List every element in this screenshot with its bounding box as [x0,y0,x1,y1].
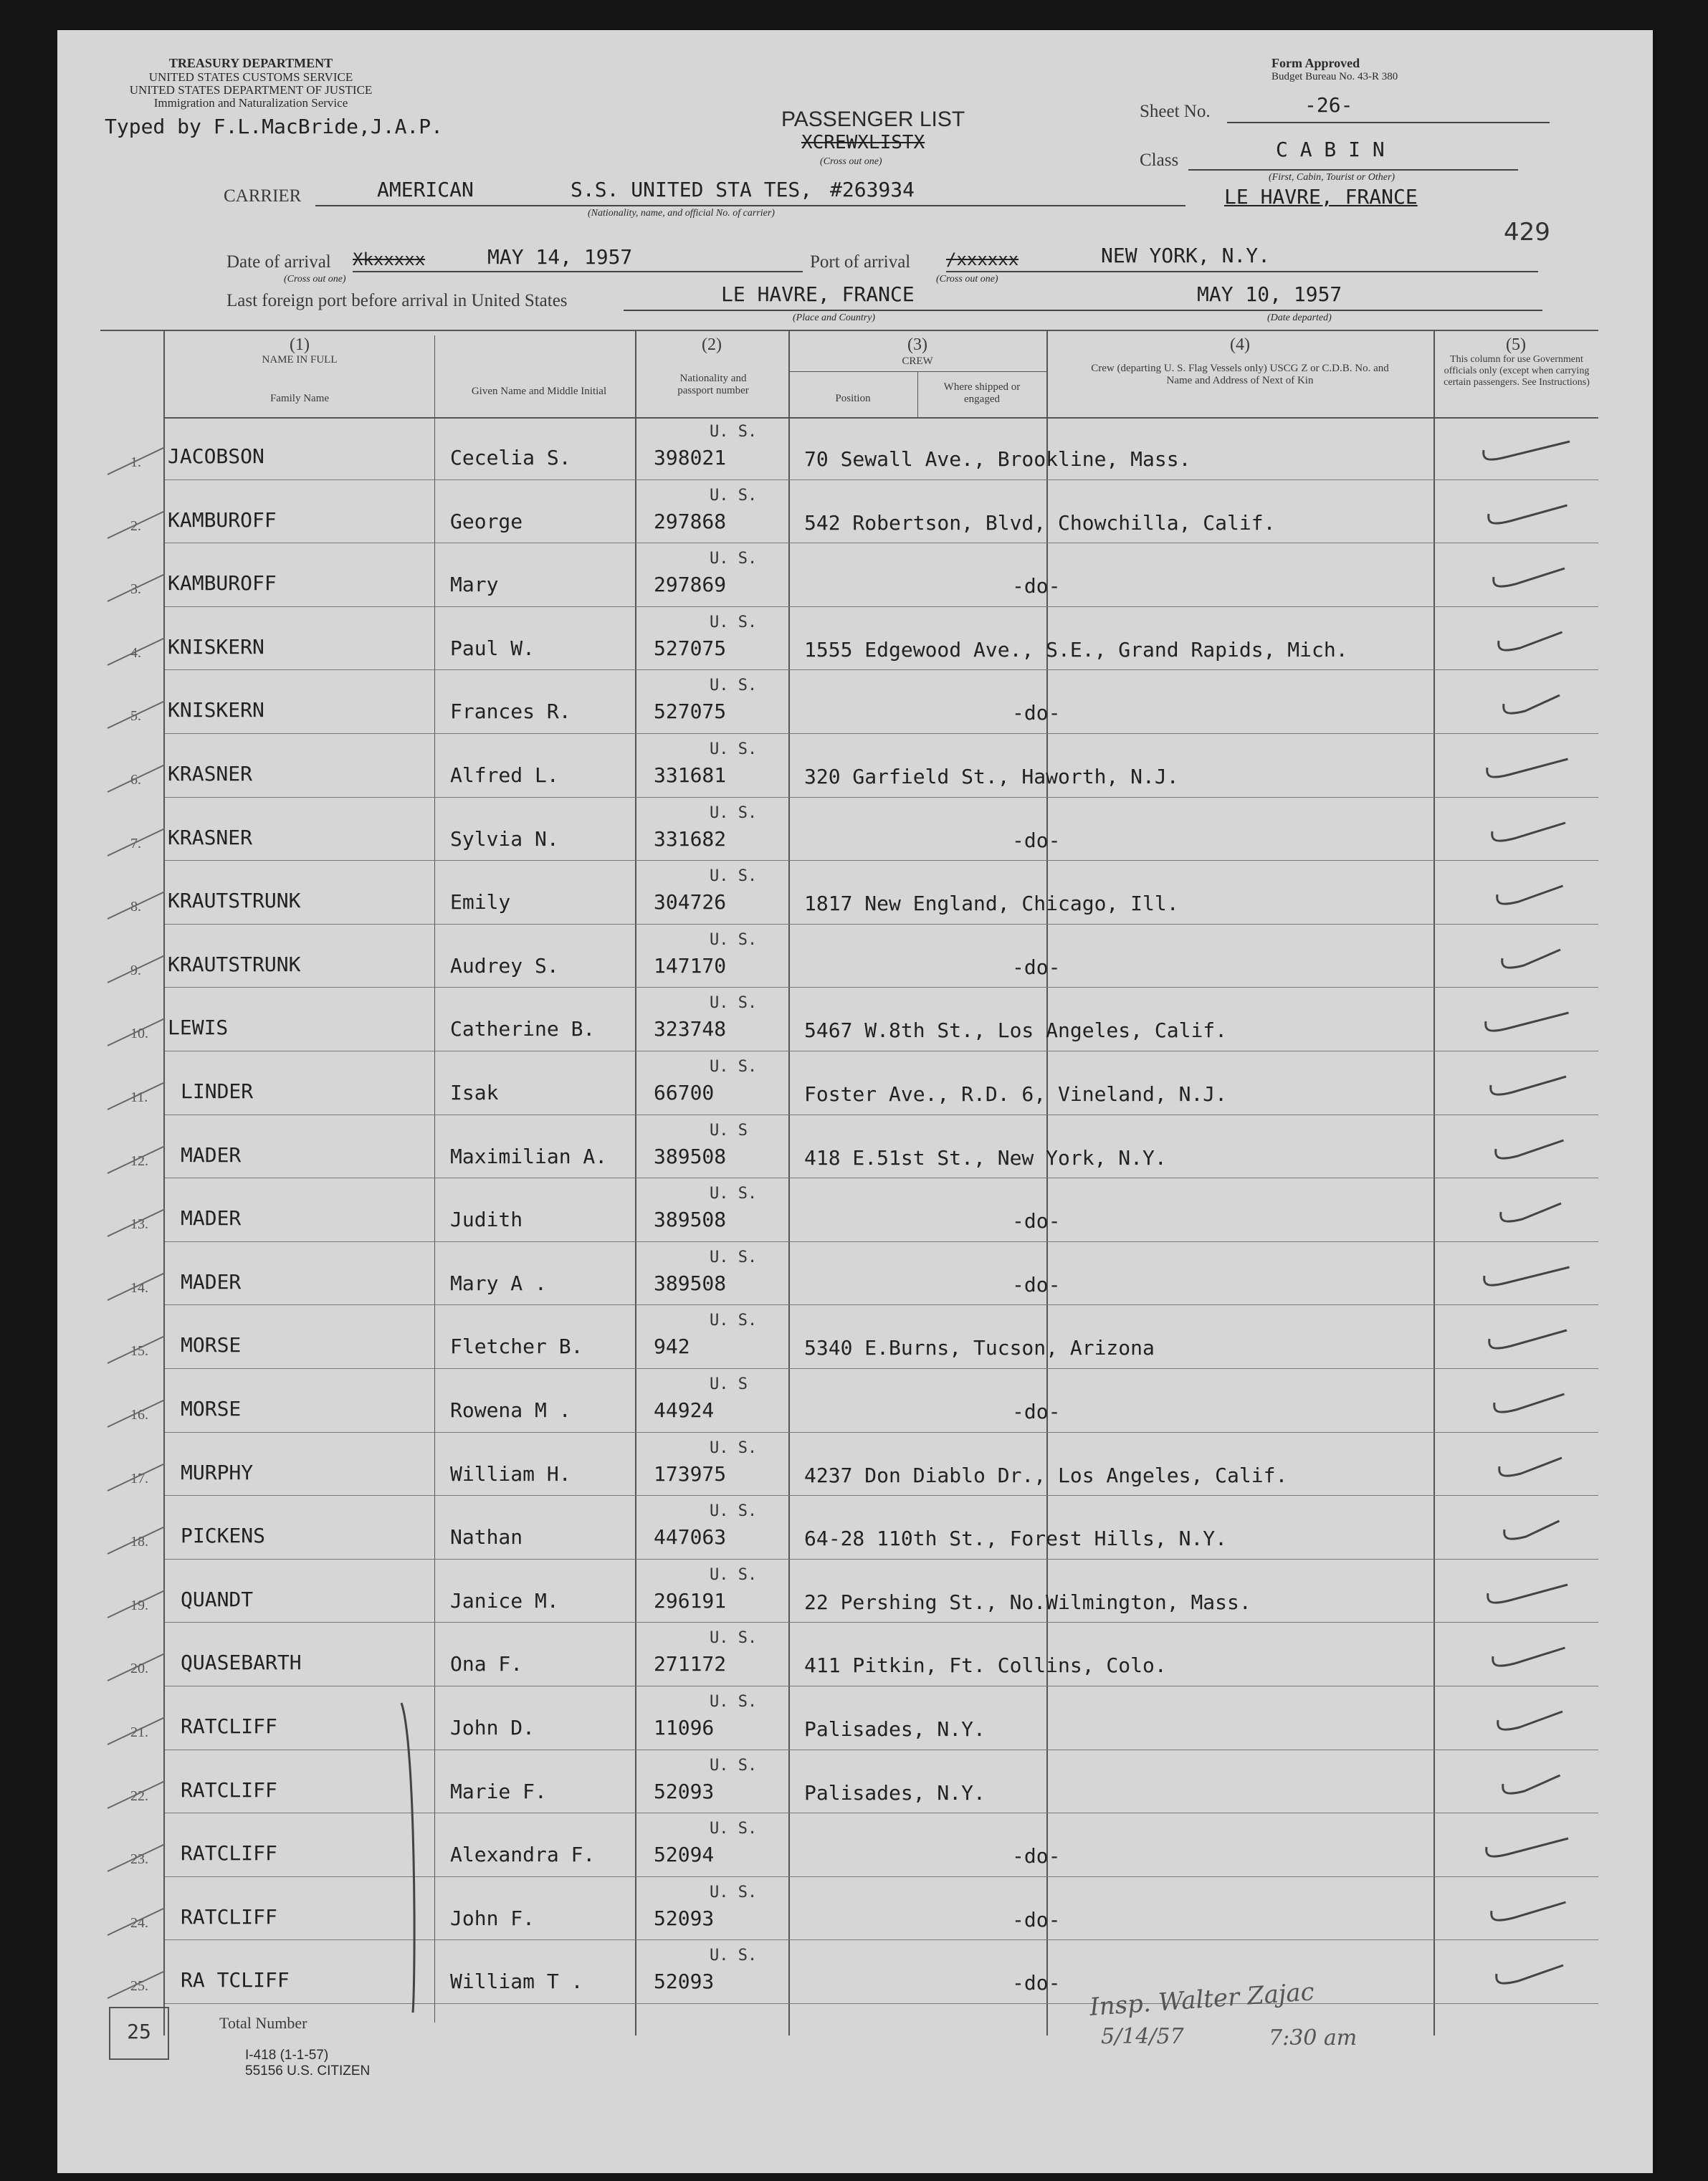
pencil-tick [100,1140,172,1176]
passport-number: 296191 [654,1589,727,1613]
check-mark [1462,1064,1584,1107]
passport-number: 52093 [654,1906,715,1930]
next-of-kin-address: -do- [1012,701,1061,725]
check-mark [1462,810,1584,853]
next-of-kin-address: 418 E.51st St., New York, N.Y. [804,1146,1167,1170]
family-name: MADER [181,1270,242,1294]
row-number: 9. [130,963,141,978]
check-mark [1462,1572,1584,1615]
next-of-kin-address: -do- [1012,574,1061,598]
check-mark [1462,1826,1584,1869]
row-number: 25. [130,1978,148,1994]
family-name: MADER [181,1143,242,1167]
nationality: U. S. [710,1249,758,1266]
carrier-vessel: S.S. UNITED STA TES, [571,178,813,201]
family-name: RATCLIFF [181,1841,277,1865]
form-approved: Form Approved [1272,56,1360,70]
row-divider [165,924,1598,925]
given-name: Cecelia S. [450,446,571,469]
col3-title: CREW [902,355,933,367]
row-divider [165,1876,1598,1877]
row-number: 22. [130,1788,148,1804]
family-name: MORSE [181,1333,242,1357]
passport-number: 304726 [654,890,727,914]
next-of-kin-address: -do- [1012,955,1061,979]
nationality: U. S. [710,1757,758,1775]
agency-line-2: UNITED STATES CUSTOMS SERVICE [148,70,353,84]
row-number: 19. [130,1598,148,1613]
passport-number: 447063 [654,1525,727,1549]
family-name: RA TCLIFF [181,1968,290,1992]
family-name: JACOBSON [168,444,264,468]
col1-given-header: Given Name and Middle Initial [471,386,607,397]
given-name: John F. [450,1906,535,1930]
passenger-list-page [57,30,1653,2173]
pencil-tick [100,759,172,795]
col1-family-header: Family Name [269,393,330,404]
family-name: KRASNER [168,762,253,786]
row-divider [165,987,1598,988]
family-name: KRAUTSTRUNK [168,889,301,912]
sheet-value: -26- [1304,93,1353,117]
row-number: 24. [130,1915,148,1931]
passport-number: 527075 [654,636,727,660]
budget-bureau: Budget Bureau No. 43-R 380 [1272,71,1398,82]
given-name: Nathan [450,1525,523,1549]
given-name: Maximilian A. [450,1145,608,1168]
arrival-port-hint: (Cross out one) [936,274,998,285]
nationality: U. S. [710,1693,758,1711]
nationality: U. S. [710,1884,758,1901]
next-of-kin-address: 5340 E.Burns, Tucson, Arizona [804,1336,1155,1360]
nationality: U. S. [710,867,758,885]
class-value: C A B I N [1276,138,1385,161]
check-mark [1462,1000,1584,1043]
next-of-kin-address: 542 Robertson, Blvd, Chowchilla, Calif. [804,511,1276,535]
carrier-label: CARRIER [224,186,302,206]
pencil-tick [100,442,172,477]
arrival-port-value: NEW YORK, N.Y. [1101,244,1271,267]
next-of-kin-address: 320 Garfield St., Haworth, N.J. [804,765,1179,788]
family-name: KNISKERN [168,698,264,722]
carrier-hint: (Nationality, name, and official No. of carrier) [588,208,775,219]
passport-number: 52093 [654,1970,715,1993]
arrival-cross-hint: (Cross out one) [284,274,346,285]
next-of-kin-address: 70 Sewall Ave., Brookline, Mass. [804,447,1191,471]
pencil-tick [100,1077,172,1112]
family-name: LINDER [181,1079,254,1103]
check-mark [1462,682,1584,725]
family-name: MADER [181,1206,242,1230]
row-number: 8. [130,899,141,915]
inspector-signature: Insp. Walter Zajac [1088,1977,1315,2022]
given-name: George [450,510,523,533]
row-divider [165,860,1598,861]
pencil-tick [100,568,172,604]
next-of-kin-address: -do- [1012,1209,1061,1233]
col3-number: (3) [907,335,927,354]
family-name: KNISKERN [168,635,264,659]
col1-title: NAME IN FULL [262,354,338,366]
family-name: KAMBUROFF [168,571,277,595]
given-name: Janice M. [450,1589,559,1613]
pencil-tick [100,1394,172,1430]
family-name: KRAUTSTRUNK [168,953,301,976]
given-name: Ona F. [450,1652,523,1676]
row-divider [165,669,1598,670]
check-mark [1462,1889,1584,1932]
given-name: Sylvia N. [450,827,559,851]
next-of-kin-address: Palisades, N.Y. [804,1781,986,1805]
pencil-tick [100,950,172,985]
nationality: U. S. [710,1058,758,1076]
passport-number: 66700 [654,1081,715,1104]
last-port-value: LE HAVRE, FRANCE [721,282,915,306]
list-crossed: XCREWXLISTX [801,132,925,153]
pencil-tick [100,1902,172,1938]
family-name: MURPHY [181,1461,254,1484]
pencil-tick [100,886,172,922]
inspector-time: 7:30 am [1269,2025,1358,2051]
passport-number: 297868 [654,510,727,533]
pencil-tick [100,1965,172,2001]
last-port-label: Last foreign port before arrival in United States [226,291,568,310]
check-mark [1462,1762,1584,1805]
nationality: U. S. [710,1820,758,1838]
passport-number: 398021 [654,446,727,469]
pencil-tick [100,632,172,668]
next-of-kin-address: -do- [1012,1908,1061,1932]
check-mark [1462,1190,1584,1233]
next-of-kin-address: -do- [1012,1971,1061,1995]
row-divider [165,479,1598,480]
row-number: 4. [130,645,141,661]
family-name: PICKENS [181,1524,266,1547]
arrival-date-crossed: Xkxxxxx [353,249,426,269]
pencil-tick [100,823,172,859]
given-name: Isak [450,1081,499,1104]
nationality: U. S. [710,1439,758,1457]
family-name: KAMBUROFF [168,508,277,532]
pencil-tick [100,1267,172,1303]
nationality: U. S. [710,740,758,758]
given-name: Audrey S. [450,954,559,978]
nationality: U. S. [710,1629,758,1647]
family-name: RATCLIFF [181,1905,277,1929]
check-mark [1462,1317,1584,1360]
class-hint: (First, Cabin, Tourist or Other) [1269,172,1395,183]
row-divider [165,1559,1598,1560]
row-number: 5. [130,708,141,724]
given-name: William H. [450,1462,571,1486]
pencil-tick [100,1712,172,1747]
nationality: U. S. [710,423,758,441]
departed-hint: (Date departed) [1267,312,1332,323]
row-number: 23. [130,1851,148,1867]
row-number: 12. [130,1153,148,1169]
pencil-tick [100,1521,172,1557]
given-name: Alfred L. [450,763,559,787]
row-number: 3. [130,581,141,597]
passport-number: 942 [654,1335,690,1358]
passport-number: 271172 [654,1652,727,1676]
check-mark [1462,619,1584,662]
check-mark [1462,873,1584,916]
check-mark [1462,1508,1584,1551]
passport-number: 527075 [654,700,727,723]
nationality: U. S. [710,1502,758,1520]
given-name: Mary [450,573,499,596]
given-name: John D. [450,1716,535,1739]
given-name: Rowena M . [450,1398,571,1422]
row-divider [165,1622,1598,1623]
family-name: MORSE [181,1397,242,1421]
carrier-nationality: AMERICAN [377,178,474,201]
check-mark [1462,1254,1584,1297]
check-mark [1462,492,1584,535]
arrival-date-label: Date of arrival [226,252,331,272]
pencil-tick [100,505,172,541]
pencil-tick [100,1203,172,1239]
pencil-tick [100,1775,172,1811]
row-divider [165,1241,1598,1242]
passport-number: 52094 [654,1843,715,1866]
family-name: RATCLIFF [181,1778,277,1802]
carrier-number: #263934 [830,178,915,201]
row-number: 20. [130,1661,148,1676]
passport-number: 331681 [654,763,727,787]
nationality: U. S. [710,931,758,949]
check-mark [1462,1445,1584,1488]
row-number: 14. [130,1280,148,1296]
next-of-kin-address: 411 Pitkin, Ft. Collins, Colo. [804,1653,1167,1677]
next-of-kin-address: 1817 New England, Chicago, Ill. [804,892,1179,915]
nationality: U. S. [710,1947,758,1965]
arrival-port-crossed: /xxxxxx [946,249,1019,269]
total-value: 25 [127,2020,151,2043]
list-title: PASSENGER LIST [781,108,965,131]
family-name: LEWIS [168,1016,229,1039]
col4-number: (4) [1230,335,1250,354]
row-divider [165,606,1598,607]
next-of-kin-address: 4237 Don Diablo Dr., Los Angeles, Calif. [804,1464,1288,1487]
row-number: 18. [130,1534,148,1550]
row-divider [165,1304,1598,1305]
passport-number: 323748 [654,1017,727,1041]
next-of-kin-address: 5467 W.8th St., Los Angeles, Calif. [804,1018,1228,1042]
total-box [109,2007,169,2060]
agency-line-4: Immigration and Naturalization Service [153,96,348,110]
arrival-date-value: MAY 14, 1957 [487,245,633,269]
check-mark [1462,1381,1584,1424]
next-of-kin-address: 1555 Edgewood Ave., S.E., Grand Rapids, Mich. [804,638,1348,662]
col5-number: (5) [1506,335,1526,354]
pencil-tick [100,1013,172,1049]
row-number: 13. [130,1216,148,1232]
arrival-port-label: Port of arrival [810,252,911,272]
row-divider [165,733,1598,734]
nationality: U. S. [710,804,758,822]
passport-number: 331682 [654,827,727,851]
pencil-tick [100,695,172,731]
row-number: 2. [130,518,141,534]
row-divider [165,1939,1598,1940]
given-name: Mary A . [450,1271,547,1295]
col2-title: Nationality and passport number [677,373,749,396]
row-number: 1. [130,454,141,470]
family-name: QUASEBARTH [181,1651,302,1674]
row-divider [165,2003,1598,2004]
passport-number: 11096 [654,1716,715,1739]
col2-number: (2) [702,335,722,354]
row-number: 15. [130,1343,148,1359]
family-name: RATCLIFF [181,1714,277,1738]
check-mark [1462,1635,1584,1678]
passport-number: 389508 [654,1271,727,1295]
next-of-kin-address: Foster Ave., R.D. 6, Vineland, N.J. [804,1082,1228,1106]
nationality: U. S [710,1122,748,1140]
check-mark [1462,746,1584,789]
col3-position-header: Position [835,393,871,404]
nationality: U. S. [710,994,758,1012]
row-number: 17. [130,1471,148,1486]
departed-value: MAY 10, 1957 [1197,282,1342,306]
row-divider [165,797,1598,798]
passport-number: 297869 [654,573,727,596]
row-divider [165,1495,1598,1496]
family-name: QUANDT [181,1588,254,1611]
typed-by: Typed by F.L.MacBride,J.A.P. [105,115,444,138]
form-citizen: 55156 U.S. CITIZEN [245,2063,371,2079]
nationality: U. S. [710,487,758,505]
col3-where-header: Where shipped or engaged [943,381,1021,405]
row-divider [165,1368,1598,1369]
next-of-kin-address: -do- [1012,1400,1061,1423]
given-name: Marie F. [450,1780,547,1803]
given-name: William T . [450,1970,583,1993]
next-of-kin-address: -do- [1012,1273,1061,1297]
given-name: Frances R. [450,700,571,723]
cross-out-hint: (Cross out one) [820,156,882,167]
next-of-kin-address: -do- [1012,829,1061,852]
check-mark [1462,937,1584,980]
page-number: 429 [1504,218,1550,247]
pencil-tick [100,1838,172,1874]
form-number: I-418 (1-1-57) [245,2048,329,2063]
sheet-label: Sheet No. [1140,102,1211,121]
row-number: 7. [130,836,141,851]
nationality: U. S. [710,677,758,695]
nationality: U. S. [710,1185,758,1203]
row-number: 6. [130,772,141,788]
nationality: U. S. [710,614,758,631]
next-of-kin-address: -do- [1012,1844,1061,1868]
passport-number: 147170 [654,954,727,978]
col4-title: Crew (departing U. S. Flag Vessels only) USCG Z or C.D.B. No. and Name and Address of Next of Kin [1091,363,1389,386]
from-port: LE HAVRE, FRANCE [1224,185,1418,209]
pencil-tick [100,1648,172,1684]
check-mark [1462,1952,1584,1995]
nationality: U. S. [710,1312,758,1330]
given-name: Fletcher B. [450,1335,583,1358]
class-label: Class [1140,151,1179,170]
passport-number: 389508 [654,1145,727,1168]
next-of-kin-address: 64-28 110th St., Forest Hills, N.Y. [804,1527,1228,1550]
total-label: Total Number [219,2014,307,2032]
check-mark [1462,429,1584,472]
inspector-date: 5/14/57 [1101,2024,1184,2049]
passport-number: 52093 [654,1780,715,1803]
row-divider [165,1432,1598,1433]
passport-number: 173975 [654,1462,727,1486]
check-mark [1462,555,1584,598]
given-name: Emily [450,890,511,914]
passport-number: 44924 [654,1398,715,1422]
next-of-kin-address: 22 Pershing St., No.Wilmington, Mass. [804,1590,1251,1614]
nationality: U. S. [710,1566,758,1584]
last-port-hint: (Place and Country) [793,312,876,323]
given-name: Judith [450,1208,523,1231]
pencil-tick [100,1330,172,1366]
pencil-tick [100,1585,172,1621]
agency-line-3: UNITED STATES DEPARTMENT OF JUSTICE [129,83,373,97]
row-number: 21. [130,1724,148,1740]
row-number: 10. [130,1026,148,1041]
family-name: KRASNER [168,826,253,849]
agency-line-1: TREASURY DEPARTMENT [168,56,333,70]
family-bracket [387,1700,444,2015]
col5-title: This column for use Government officials only (except when carrying certain passengers. See Instructions) [1444,354,1590,388]
given-name: Alexandra F. [450,1843,596,1866]
col1-number: (1) [290,335,310,354]
given-name: Paul W. [450,636,535,660]
next-of-kin-address: Palisades, N.Y. [804,1717,986,1741]
nationality: U. S. [710,550,758,568]
row-number: 16. [130,1407,148,1423]
nationality: U. S [710,1375,748,1393]
pencil-tick [100,1458,172,1494]
passport-number: 389508 [654,1208,727,1231]
check-mark [1462,1699,1584,1742]
row-number: 11. [130,1089,148,1105]
check-mark [1462,1127,1584,1170]
given-name: Catherine B. [450,1017,596,1041]
